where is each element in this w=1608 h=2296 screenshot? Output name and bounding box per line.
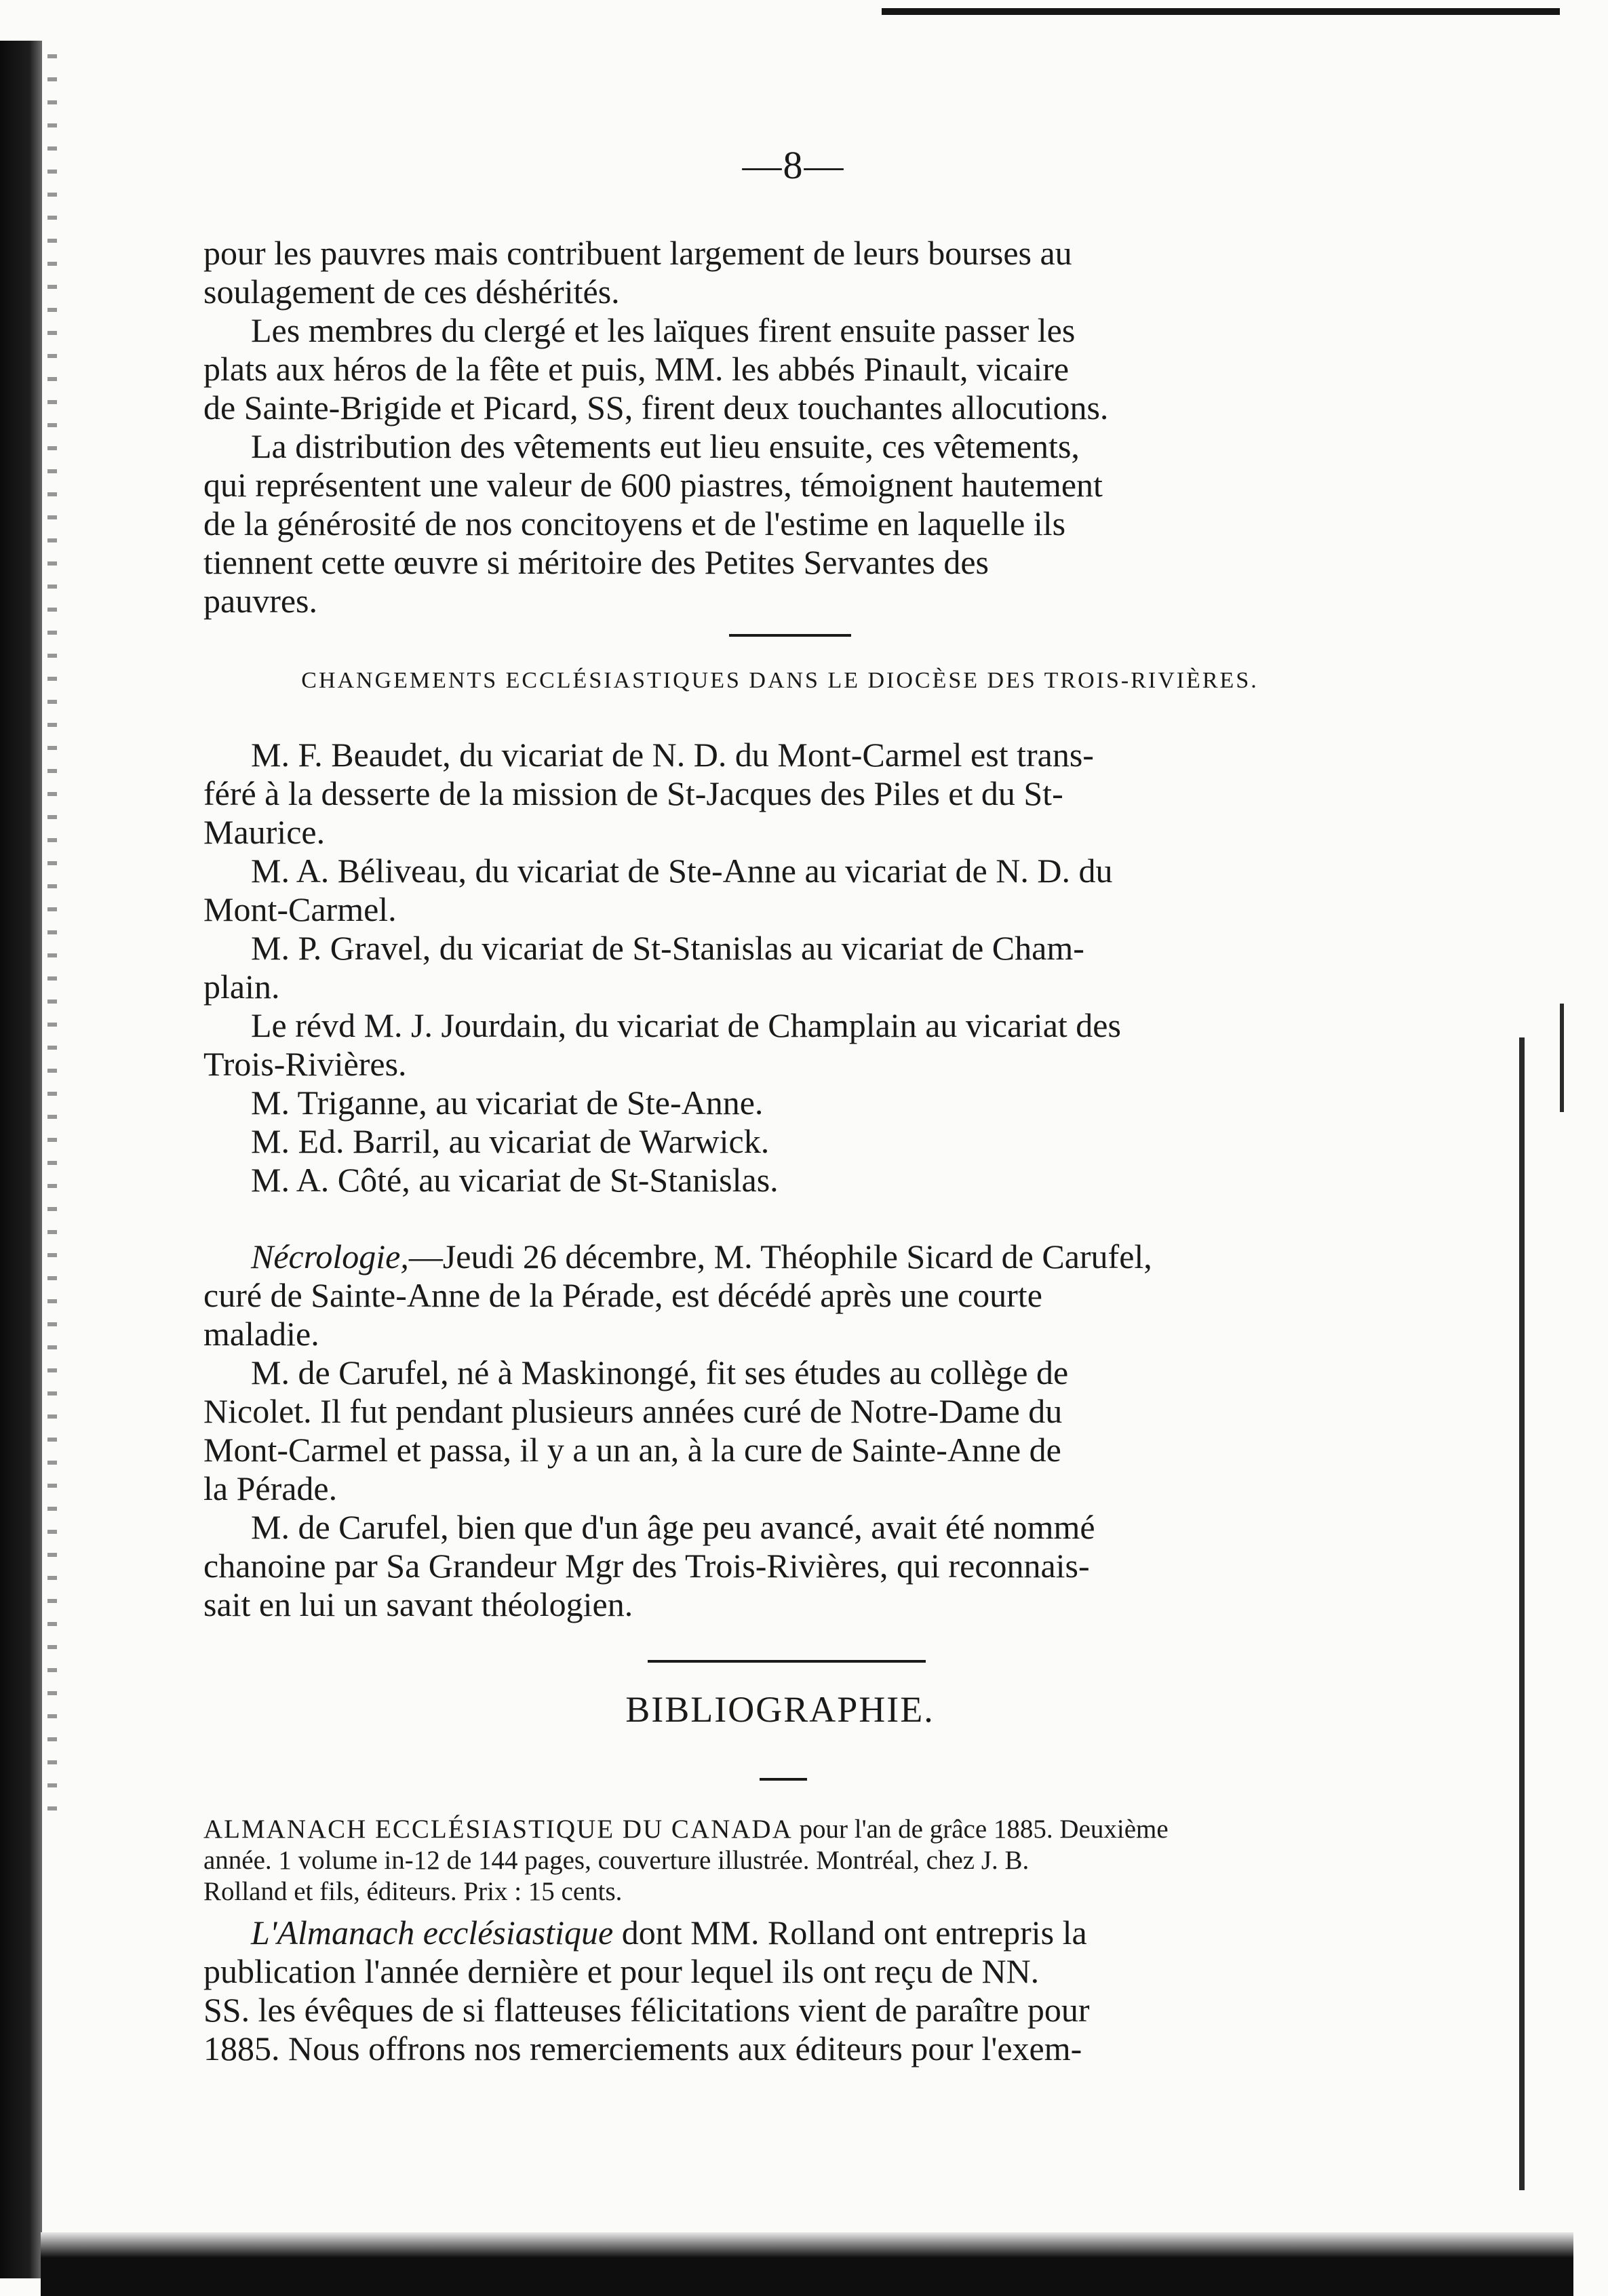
section-divider xyxy=(729,634,851,637)
text-line: sait en lui un savant théologien. xyxy=(203,1585,633,1623)
body-line: dont MM. Rolland ont entrepris la xyxy=(613,1914,1087,1952)
bibliographie-body xyxy=(203,1914,1356,2068)
necrologie-label: Nécrologie, xyxy=(251,1238,409,1275)
bibliographie-entry-text xyxy=(203,1814,1356,1907)
text-line: maladie. xyxy=(203,1315,319,1353)
text-line: M. Triganne, au vicariat de Ste-Anne. xyxy=(251,1084,764,1122)
text-line: qui représentent une valeur de 600 piastres, témoignent hautement xyxy=(203,466,1103,504)
necrologie-section xyxy=(203,1238,1356,1624)
text-line: Les membres du clergé et les laïques firent ensuite passer les xyxy=(251,311,1076,349)
text-line: Rolland et fils, éditeurs. Prix : 15 cents. xyxy=(203,1877,623,1906)
text-line: plats aux héros de la fête et puis, MM. les abbés Pinault, vicaire xyxy=(203,350,1070,388)
changes-section xyxy=(203,736,1356,1200)
text-line: féré à la desserte de la mission de St-Jacques des Piles et du St- xyxy=(203,774,1063,812)
section-divider xyxy=(648,1660,926,1663)
text-line: pour les pauvres mais contribuent largement de leurs bourses au xyxy=(203,234,1072,272)
text-line: M. de Carufel, né à Maskinongé, fit ses études au collège de xyxy=(251,1353,1069,1391)
changes-text xyxy=(203,736,1356,1200)
scan-bottom-band xyxy=(41,2232,1573,2296)
text-line: Mont-Carmel et passa, il y a un an, à la cure de Sainte-Anne de xyxy=(203,1431,1061,1469)
necrologie-text xyxy=(203,1238,1356,1624)
text-line: M. A. Béliveau, du vicariat de Ste-Anne au vicariat de N. D. du xyxy=(251,852,1113,890)
short-divider xyxy=(760,1778,807,1781)
scan-right-rule xyxy=(1519,1037,1525,2190)
text-line: curé de Sainte-Anne de la Pérade, est décédé après une courte xyxy=(203,1276,1042,1314)
opening-text xyxy=(203,234,1356,620)
text-line: M. P. Gravel, du vicariat de St-Stanislas au vicariat de Cham- xyxy=(251,929,1084,967)
text-line xyxy=(203,1238,1356,1276)
text-line xyxy=(203,1814,1356,1845)
scan-top-rule xyxy=(882,8,1560,15)
text-line xyxy=(203,1914,1356,1952)
text-line: chanoine par Sa Grandeur Mgr des Trois-Rivières, qui reconnais- xyxy=(203,1547,1090,1585)
text-line: 1885. Nous offrons nos remerciements aux éditeurs pour l'exem- xyxy=(203,2030,1082,2067)
opening-paragraph xyxy=(203,234,1356,620)
text-line: Nicolet. Il fut pendant plusieurs années curé de Notre-Dame du xyxy=(203,1392,1063,1430)
text-line: Trois-Rivières. xyxy=(203,1045,407,1083)
text-line: Mont-Carmel. xyxy=(203,890,397,928)
text-line: soulagement de ces déshérités. xyxy=(203,273,620,311)
text-line: année. 1 volume in-12 de 144 pages, couverture illustrée. Montréal, chez J. B. xyxy=(203,1846,1029,1875)
text-line: M. A. Côté, au vicariat de St-Stanislas. xyxy=(251,1161,779,1199)
text-line: M. Ed. Barril, au vicariat de Warwick. xyxy=(251,1122,770,1160)
text-line: SS. les évêques de si flatteuses félicitations vient de paraître pour xyxy=(203,1991,1090,2029)
text-line: plain. xyxy=(203,968,280,1006)
bibliographie-body-text xyxy=(203,1914,1356,2068)
text-line: pauvres. xyxy=(203,582,317,620)
changes-heading: CHANGEMENTS ECCLÉSIASTIQUES DANS LE DIOCÈSE DES TROIS-RIVIÈRES. xyxy=(301,668,1259,693)
entry-line: pour l'an de grâce 1885. Deuxième xyxy=(792,1815,1169,1844)
scan-right-mark xyxy=(1560,1004,1564,1112)
text-line: de Sainte-Brigide et Picard, SS, firent deux touchantes allocutions. xyxy=(203,389,1109,427)
almanach-italic-title: L'Almanach ecclésiastique xyxy=(251,1914,614,1952)
page-number: —8— xyxy=(742,143,845,187)
text-line: M. F. Beaudet, du vicariat de N. D. du Mont-Carmel est trans- xyxy=(251,736,1094,774)
scan-edge-left xyxy=(0,41,42,2278)
text-line: La distribution des vêtements eut lieu ensuite, ces vêtements, xyxy=(251,427,1080,465)
text-line: M. de Carufel, bien que d'un âge peu avancé, avait été nommé xyxy=(251,1508,1095,1546)
text-line: de la générosité de nos concitoyens et de l'estime en laquelle ils xyxy=(203,504,1066,542)
necrologie-line: —Jeudi 26 décembre, M. Théophile Sicard de Carufel, xyxy=(408,1238,1152,1275)
text-line: la Pérade. xyxy=(203,1469,338,1507)
text-line: tiennent cette œuvre si méritoire des Petites Servantes des xyxy=(203,543,989,581)
text-line: Maurice. xyxy=(203,813,326,851)
text-line: Le révd M. J. Jourdain, du vicariat de Champlain au vicariat des xyxy=(251,1006,1121,1044)
scan-edge-marks xyxy=(47,54,57,1817)
bibliographie-title: BIBLIOGRAPHIE. xyxy=(625,1689,935,1730)
almanach-title: ALMANACH ECCLÉSIASTIQUE DU CANADA xyxy=(203,1815,793,1844)
bibliographie-entry xyxy=(203,1814,1356,1907)
text-line: publication l'année dernière et pour lequel ils ont reçu de NN. xyxy=(203,1952,1040,1990)
